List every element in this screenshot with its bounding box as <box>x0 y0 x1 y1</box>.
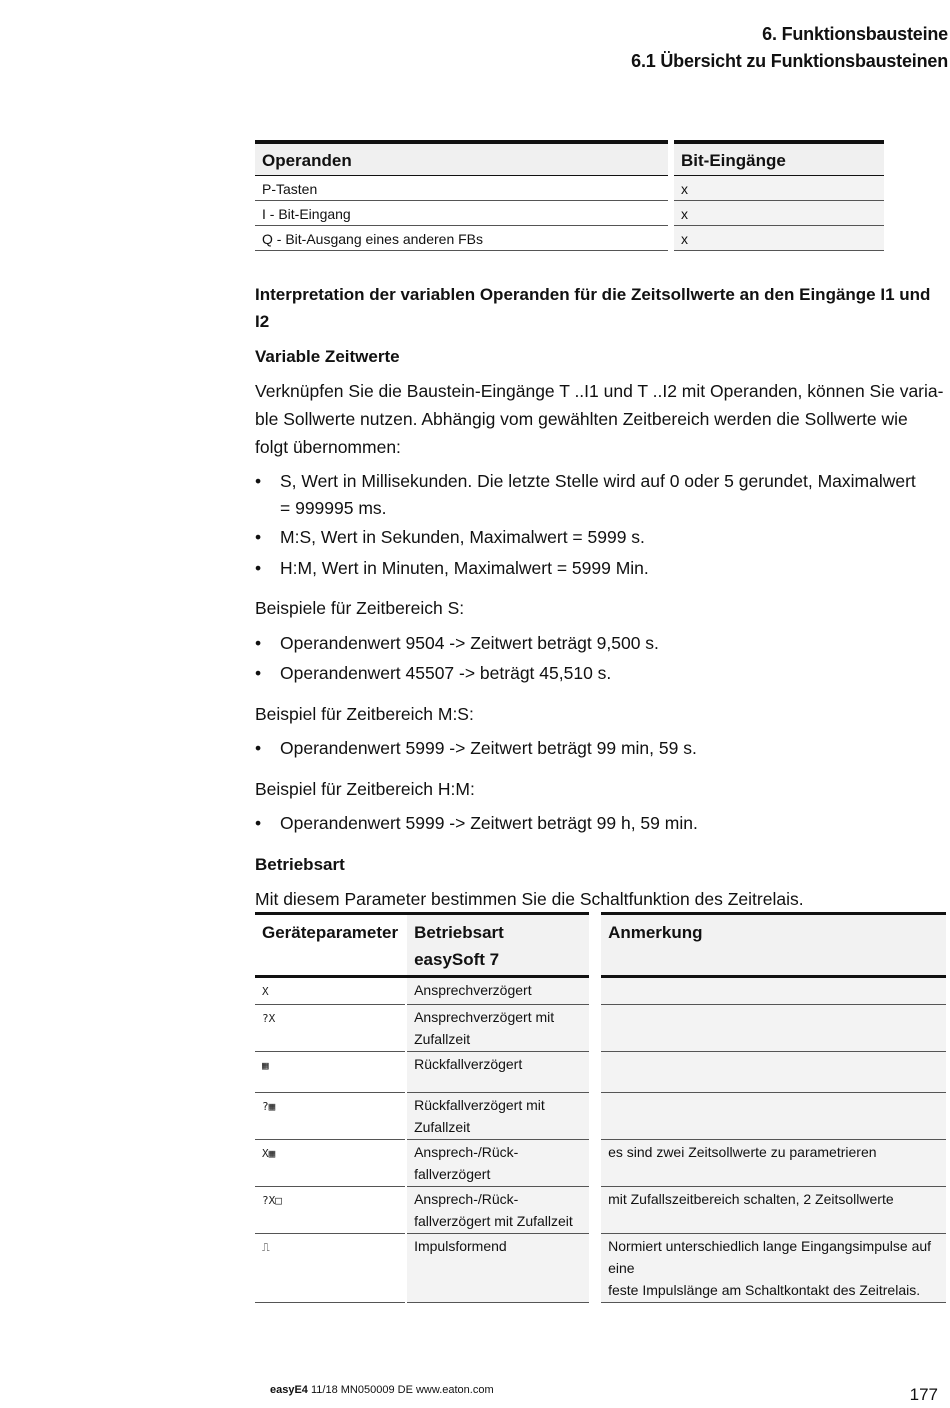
intro-paragraph-line2: ble Sollwerte nutzen. Abhängig vom gewählten Zeitbereich werden die Sollwerte wie <box>255 409 908 429</box>
mode-text: fallverzögert <box>414 1166 491 1182</box>
mode-text: Impulsformend <box>414 1238 507 1254</box>
bit-input-cell: x <box>671 176 884 201</box>
table-row <box>255 1140 946 1187</box>
table-row <box>255 201 884 226</box>
note-text: feste Impulslänge am Schaltkontakt des Zeitrelais. <box>608 1282 921 1298</box>
mode-text: Ansprechverzögert <box>414 982 532 998</box>
bullet-text: Operandenwert 9504 -> Zeitwert beträgt 9,500 s. <box>280 633 659 653</box>
on-off-delay-icon: X▦ <box>262 1147 276 1160</box>
note-text: Normiert unterschiedlich lange Eingangsimpulse auf eine <box>608 1238 932 1276</box>
mode-header-line2: easySoft 7 <box>414 950 500 969</box>
intro-paragraph-line3: folgt übernommen: <box>255 437 401 457</box>
mode-text: Rückfallverzögert <box>414 1056 523 1072</box>
bullet-text: M:S, Wert in Sekunden, Maximalwert = 5999 s. <box>280 527 645 547</box>
bit-input-cell: x <box>671 201 884 226</box>
table-row <box>255 1052 946 1093</box>
mode-header <box>406 914 595 977</box>
operand-cell: I - Bit-Eingang <box>255 201 671 226</box>
bullet-text: Operandenwert 5999 -> Zeitwert beträgt 99 h, 59 min. <box>280 813 698 833</box>
table-row <box>255 226 884 251</box>
footer <box>270 1384 494 1396</box>
table-row <box>255 1234 946 1303</box>
section-title: 6.1 Übersicht zu Funktionsbausteinen <box>631 51 948 71</box>
bit-input-header: Bit-Eingänge <box>671 142 884 176</box>
table-row <box>255 176 884 201</box>
table-row <box>255 1187 946 1234</box>
mode-text: Zufallzeit <box>414 1031 471 1047</box>
footer-product: easyE4 <box>270 1384 308 1396</box>
page-number: 177 <box>909 1385 938 1404</box>
table-row <box>255 1005 946 1052</box>
mode-text: Ansprechverzögert mit <box>414 1009 555 1025</box>
mode-text: Rückfallverzögert mit <box>414 1097 545 1113</box>
off-delay-random-icon: ?▦ <box>262 1100 276 1113</box>
bullet-text: = 999995 ms. <box>280 498 387 518</box>
footer-url[interactable]: www.eaton.com <box>415 1384 494 1396</box>
variable-times-heading: Variable Zeitwerte <box>255 347 400 366</box>
mode-text: Ansprech-/Rück- <box>414 1144 519 1160</box>
footer-info: 11/18 MN050009 DE <box>311 1384 413 1396</box>
bullet-text: Operandenwert 5999 -> Zeitwert beträgt 99 min, 59 s. <box>280 738 697 758</box>
on-off-delay-random-icon: ?X□ <box>262 1194 282 1207</box>
betriebsart-heading: Betriebsart <box>255 855 345 874</box>
mode-text: Ansprech-/Rück- <box>414 1191 519 1207</box>
table-row <box>255 977 946 1005</box>
mode-text: Zufallzeit <box>414 1119 471 1135</box>
bit-input-cell: x <box>671 226 884 251</box>
betriebsart-table <box>255 912 946 1303</box>
on-delay-random-icon: ?X <box>262 1012 276 1025</box>
example-s-label: Beispiele für Zeitbereich S: <box>255 598 465 618</box>
bullet-text: Operandenwert 45507 -> beträgt 45,510 s. <box>280 663 612 683</box>
note-text: es sind zwei Zeitsollwerte zu parametrieren <box>608 1144 877 1160</box>
operand-table <box>255 140 884 251</box>
note-header: Anmerkung <box>595 914 946 977</box>
operand-cell: Q - Bit-Ausgang eines anderen FBs <box>255 226 671 251</box>
off-delay-icon: ▦ <box>262 1059 269 1072</box>
device-parameter-header: Geräteparameter <box>255 914 406 977</box>
mode-text: fallverzögert mit Zufallzeit <box>414 1213 573 1229</box>
example-ms-label: Beispiel für Zeitbereich M:S: <box>255 704 474 724</box>
bullet-text: H:M, Wert in Minuten, Maximalwert = 5999 Min. <box>280 558 649 578</box>
interpretation-heading-line1: Interpretation der variablen Operanden für die Zeitsollwerte an den Eingänge I1 und <box>255 285 931 304</box>
bullet-text: S, Wert in Millisekunden. Die letzte Stelle wird auf 0 oder 5 gerundet, Maximalwert <box>280 471 916 491</box>
operand-cell: P-Tasten <box>255 176 671 201</box>
example-hm-label: Beispiel für Zeitbereich H:M: <box>255 779 475 799</box>
pulse-shaping-icon: ⎍ <box>262 1241 270 1254</box>
note-text: mit Zufallszeitbereich schalten, 2 Zeitsollwerte <box>608 1191 894 1207</box>
betriebsart-intro: Mit diesem Parameter bestimmen Sie die Schaltfunktion des Zeitrelais. <box>255 889 804 909</box>
interpretation-heading-line2: I2 <box>255 312 270 331</box>
on-delay-icon: X <box>262 985 269 998</box>
mode-header-line1: Betriebsart <box>414 923 504 942</box>
table-row <box>255 1093 946 1140</box>
chapter-title: 6. Funktionsbausteine <box>762 24 948 44</box>
intro-paragraph-line1: Verknüpfen Sie die Baustein-Eingänge T ..I1 und T ..I2 mit Operanden, können Sie varia- <box>255 381 944 401</box>
operand-header: Operanden <box>255 142 671 176</box>
